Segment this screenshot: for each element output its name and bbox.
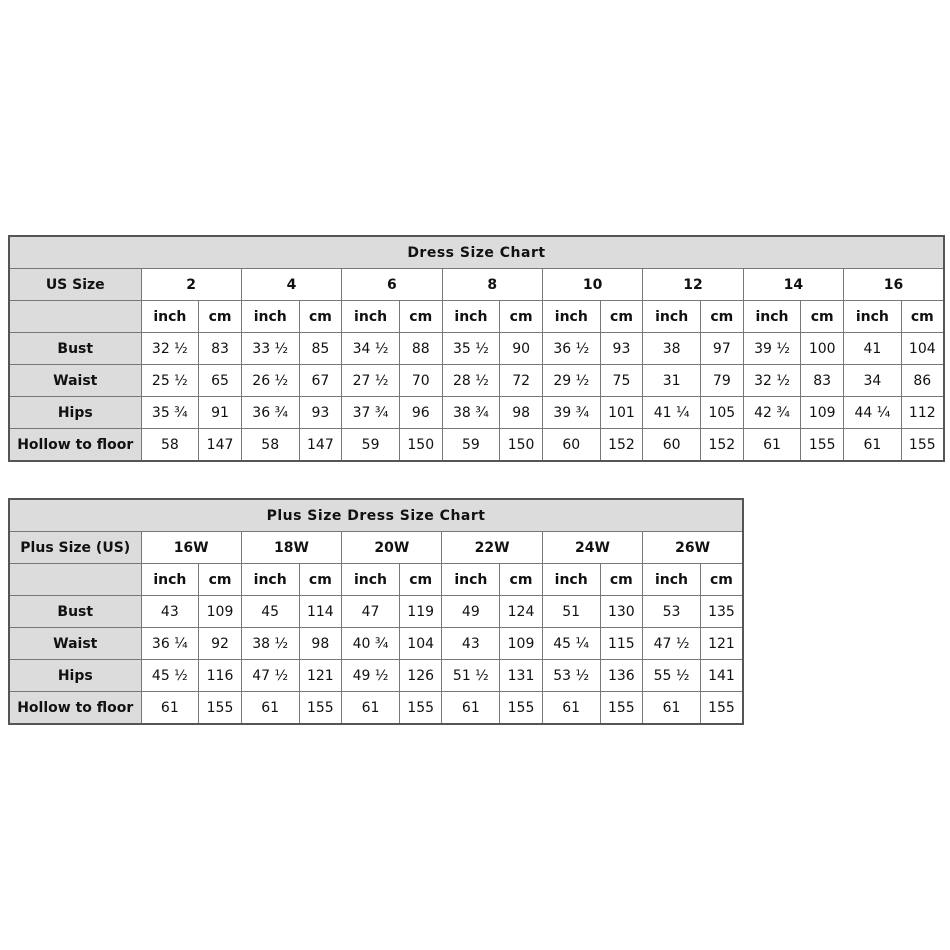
measurement-cell: 72 <box>500 365 543 397</box>
measurement-cell: 75 <box>600 365 643 397</box>
measurement-cell: 119 <box>399 596 442 628</box>
row-label: Waist <box>9 365 141 397</box>
measurement-cell: 116 <box>199 660 242 692</box>
measurement-cell: 39 ½ <box>743 333 801 365</box>
unit-inch: inch <box>743 301 801 333</box>
measurement-cell: 34 <box>844 365 902 397</box>
row-label: Bust <box>9 596 141 628</box>
measurement-cell: 45 <box>241 596 299 628</box>
measurement-cell: 141 <box>700 660 743 692</box>
measurement-cell: 43 <box>442 628 500 660</box>
size-header: 26W <box>643 532 743 564</box>
measurement-cell: 37 ¾ <box>342 397 400 429</box>
measurement-cell: 36 ¾ <box>241 397 299 429</box>
unit-cm: cm <box>801 301 844 333</box>
measurement-cell: 131 <box>500 660 543 692</box>
table-row <box>9 660 743 692</box>
measurement-cell: 115 <box>600 628 643 660</box>
measurement-cell: 61 <box>241 692 299 725</box>
measurement-cell: 61 <box>342 692 400 725</box>
measurement-cell: 155 <box>700 692 743 725</box>
measurement-cell: 109 <box>801 397 844 429</box>
unit-cm: cm <box>299 564 342 596</box>
measurement-cell: 55 ½ <box>643 660 701 692</box>
measurement-cell: 25 ½ <box>141 365 199 397</box>
measurement-cell: 86 <box>901 365 944 397</box>
unit-inch: inch <box>643 564 701 596</box>
measurement-cell: 35 ½ <box>442 333 500 365</box>
measurement-cell: 147 <box>299 429 342 462</box>
measurement-cell: 27 ½ <box>342 365 400 397</box>
measurement-cell: 60 <box>643 429 701 462</box>
measurement-cell: 104 <box>901 333 944 365</box>
measurement-cell: 85 <box>299 333 342 365</box>
chart-title: Dress Size Chart <box>9 236 944 269</box>
measurement-cell: 93 <box>600 333 643 365</box>
unit-cm: cm <box>199 301 242 333</box>
unit-cm: cm <box>701 301 744 333</box>
unit-cm: cm <box>399 564 442 596</box>
measurement-cell: 61 <box>442 692 500 725</box>
table-row <box>9 628 743 660</box>
table-row <box>9 596 743 628</box>
dress-size-chart <box>8 235 945 462</box>
measurement-cell: 100 <box>801 333 844 365</box>
measurement-cell: 130 <box>600 596 643 628</box>
measurement-cell: 43 <box>141 596 199 628</box>
measurement-cell: 42 ¾ <box>743 397 801 429</box>
measurement-cell: 38 <box>643 333 701 365</box>
size-header: 12 <box>643 269 743 301</box>
size-label: US Size <box>9 269 141 301</box>
unit-inch: inch <box>342 301 400 333</box>
measurement-cell: 109 <box>199 596 242 628</box>
table-row <box>9 692 743 725</box>
measurement-cell: 59 <box>442 429 500 462</box>
measurement-cell: 104 <box>399 628 442 660</box>
measurement-cell: 51 <box>542 596 600 628</box>
size-header: 20W <box>342 532 442 564</box>
measurement-cell: 126 <box>399 660 442 692</box>
row-label: Hips <box>9 660 141 692</box>
unit-cm: cm <box>901 301 944 333</box>
table-row <box>9 365 944 397</box>
measurement-cell: 114 <box>299 596 342 628</box>
measurement-cell: 47 ½ <box>241 660 299 692</box>
measurement-cell: 67 <box>299 365 342 397</box>
unit-cm: cm <box>500 564 543 596</box>
unit-inch: inch <box>542 301 600 333</box>
unit-inch: inch <box>442 301 500 333</box>
plus-size-dress-size-chart <box>8 498 744 725</box>
measurement-cell: 96 <box>399 397 442 429</box>
measurement-cell: 49 <box>442 596 500 628</box>
size-header: 24W <box>542 532 642 564</box>
measurement-cell: 155 <box>901 429 944 462</box>
size-header: 10 <box>542 269 642 301</box>
measurement-cell: 39 ¾ <box>542 397 600 429</box>
measurement-cell: 92 <box>199 628 242 660</box>
measurement-cell: 51 ½ <box>442 660 500 692</box>
measurement-cell: 53 ½ <box>542 660 600 692</box>
unit-cm: cm <box>600 301 643 333</box>
measurement-cell: 41 ¼ <box>643 397 701 429</box>
unit-inch: inch <box>542 564 600 596</box>
measurement-cell: 109 <box>500 628 543 660</box>
row-label: Hollow to floor <box>9 692 141 725</box>
measurement-cell: 121 <box>299 660 342 692</box>
measurement-cell: 155 <box>500 692 543 725</box>
measurement-cell: 150 <box>399 429 442 462</box>
measurement-cell: 65 <box>199 365 242 397</box>
measurement-cell: 121 <box>700 628 743 660</box>
unit-inch: inch <box>844 301 902 333</box>
measurement-cell: 44 ¼ <box>844 397 902 429</box>
measurement-cell: 91 <box>199 397 242 429</box>
measurement-cell: 155 <box>600 692 643 725</box>
measurement-cell: 97 <box>701 333 744 365</box>
measurement-cell: 152 <box>701 429 744 462</box>
measurement-cell: 155 <box>801 429 844 462</box>
size-header: 22W <box>442 532 542 564</box>
size-header: 2 <box>141 269 241 301</box>
unit-cm: cm <box>299 301 342 333</box>
measurement-cell: 83 <box>801 365 844 397</box>
unit-cm: cm <box>700 564 743 596</box>
measurement-cell: 70 <box>399 365 442 397</box>
measurement-cell: 40 ¾ <box>342 628 400 660</box>
measurement-cell: 60 <box>542 429 600 462</box>
measurement-cell: 29 ½ <box>542 365 600 397</box>
measurement-cell: 59 <box>342 429 400 462</box>
row-label: Hips <box>9 397 141 429</box>
unit-inch: inch <box>141 301 199 333</box>
row-label: Waist <box>9 628 141 660</box>
measurement-cell: 53 <box>643 596 701 628</box>
measurement-cell: 58 <box>141 429 199 462</box>
size-header: 4 <box>241 269 341 301</box>
size-header: 8 <box>442 269 542 301</box>
measurement-cell: 83 <box>199 333 242 365</box>
size-header: 16W <box>141 532 241 564</box>
measurement-cell: 93 <box>299 397 342 429</box>
measurement-cell: 135 <box>700 596 743 628</box>
measurement-cell: 155 <box>299 692 342 725</box>
measurement-cell: 33 ½ <box>241 333 299 365</box>
measurement-cell: 124 <box>500 596 543 628</box>
size-label: Plus Size (US) <box>9 532 141 564</box>
unit-cm: cm <box>500 301 543 333</box>
measurement-cell: 38 ¾ <box>442 397 500 429</box>
measurement-cell: 155 <box>199 692 242 725</box>
measurement-cell: 26 ½ <box>241 365 299 397</box>
measurement-cell: 34 ½ <box>342 333 400 365</box>
unit-inch: inch <box>442 564 500 596</box>
unit-inch: inch <box>241 564 299 596</box>
measurement-cell: 58 <box>241 429 299 462</box>
unit-inch: inch <box>643 301 701 333</box>
measurement-cell: 88 <box>399 333 442 365</box>
measurement-cell: 105 <box>701 397 744 429</box>
measurement-cell: 79 <box>701 365 744 397</box>
measurement-cell: 41 <box>844 333 902 365</box>
measurement-cell: 35 ¾ <box>141 397 199 429</box>
size-header: 14 <box>743 269 843 301</box>
unit-cm: cm <box>199 564 242 596</box>
measurement-cell: 61 <box>844 429 902 462</box>
measurement-cell: 47 ½ <box>643 628 701 660</box>
measurement-cell: 45 ¼ <box>542 628 600 660</box>
unit-inch: inch <box>342 564 400 596</box>
table-row <box>9 429 944 462</box>
measurement-cell: 31 <box>643 365 701 397</box>
measurement-cell: 45 ½ <box>141 660 199 692</box>
unit-inch: inch <box>141 564 199 596</box>
measurement-cell: 32 ½ <box>743 365 801 397</box>
unit-cm: cm <box>600 564 643 596</box>
table-row <box>9 333 944 365</box>
unit-cm: cm <box>399 301 442 333</box>
size-header: 16 <box>844 269 944 301</box>
size-header: 6 <box>342 269 442 301</box>
measurement-cell: 28 ½ <box>442 365 500 397</box>
measurement-cell: 61 <box>542 692 600 725</box>
measurement-cell: 150 <box>500 429 543 462</box>
measurement-cell: 136 <box>600 660 643 692</box>
table-row <box>9 397 944 429</box>
row-label: Bust <box>9 333 141 365</box>
measurement-cell: 98 <box>299 628 342 660</box>
measurement-cell: 90 <box>500 333 543 365</box>
measurement-cell: 36 ¼ <box>141 628 199 660</box>
unit-inch: inch <box>241 301 299 333</box>
blank-label-cell <box>9 564 141 596</box>
measurement-cell: 32 ½ <box>141 333 199 365</box>
chart-title: Plus Size Dress Size Chart <box>9 499 743 532</box>
measurement-cell: 49 ½ <box>342 660 400 692</box>
measurement-cell: 101 <box>600 397 643 429</box>
measurement-cell: 112 <box>901 397 944 429</box>
measurement-cell: 36 ½ <box>542 333 600 365</box>
measurement-cell: 152 <box>600 429 643 462</box>
row-label: Hollow to floor <box>9 429 141 462</box>
size-header: 18W <box>241 532 341 564</box>
measurement-cell: 61 <box>743 429 801 462</box>
measurement-cell: 47 <box>342 596 400 628</box>
measurement-cell: 98 <box>500 397 543 429</box>
measurement-cell: 38 ½ <box>241 628 299 660</box>
measurement-cell: 61 <box>643 692 701 725</box>
measurement-cell: 61 <box>141 692 199 725</box>
blank-label-cell <box>9 301 141 333</box>
measurement-cell: 147 <box>199 429 242 462</box>
measurement-cell: 155 <box>399 692 442 725</box>
